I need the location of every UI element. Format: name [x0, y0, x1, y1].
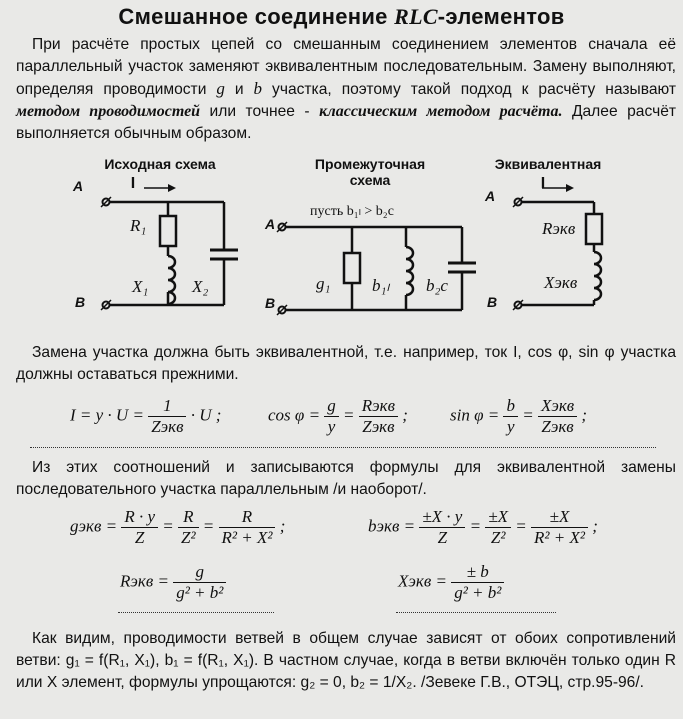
diagram3-title: Эквивалентная [494, 156, 602, 172]
diagram1-r1-label: R₁ [130, 216, 147, 235]
formula-sin: sin φ = $\frac{b}{y}$ = $\frac{\text{Xэкв}}{\text{Zэкв}}$ ; [450, 396, 588, 436]
diagram2-g1-label: g₁ [316, 274, 331, 293]
underline-x-equiv [396, 612, 556, 613]
diagram2-title-2: схема [349, 172, 391, 188]
diagram3-x-label: Xэкв [544, 273, 578, 292]
underline-r-equiv [118, 612, 274, 613]
diagram-equivalent-circuit [508, 170, 618, 320]
diagram1-node-b: В [74, 294, 86, 310]
diagram3-node-b: В [486, 294, 498, 310]
diagram-intermediate-circuit [272, 215, 482, 325]
diagram3-node-a: А [484, 188, 496, 204]
diagram1-node-a: А [72, 178, 84, 194]
diagram3-r-label: Rэкв [542, 219, 576, 238]
diagram2-node-a: А [264, 216, 276, 232]
diagram1-x2-label: X₂ [192, 277, 209, 296]
formula-b-equiv: bэкв = $\frac{\pm X \cdot y}{Z}$ = $\frac{\pm X}{\text{Z²}}$ = $\frac{\pm X}{\text{R² + X²}}$ ; [368, 507, 598, 547]
diagram1-x1-label: X₁ [132, 277, 149, 296]
formula-current: I = y · U = $\frac{1}{\text{Zэкв}}$ · U ; [70, 396, 222, 436]
formula-g-equiv: gэкв = $\frac{R \cdot y}{Z}$ = $\frac{R}{\text{Z²}}$ = $\frac{R}{\text{R² + X²}}$ ; [70, 507, 286, 547]
section-divider [30, 447, 656, 448]
formula-cos: cos φ = $\frac{g}{y}$ = $\frac{\text{Rэкв}}{\text{Zэкв}}$ ; [268, 396, 408, 436]
equivalence-paragraph: Замена участка должна быть эквивалентной, т.е. например, ток I, cos φ, sin φ участка должны оставаться прежними. [16, 344, 676, 383]
diagram2-node-b: В [264, 295, 276, 311]
diagram2-b1-label: b₁ₗ [372, 276, 390, 295]
intro-paragraph: При расчёте простых цепей со смешанным соединением элементов сначала её параллельный участок заменяют эквивалентным последовательным. Замену выполняют, определяя проводимости g и b участка, поэтому такой подход к расчёту называют методом проводимостей или точнее - классическим методом расчёта. Далее расчёт выполняется обычным образом. [16, 36, 677, 142]
derivation-paragraph: Из этих соотношений и записываются формулы для эквивалентной замены последовательного участка параллельным /и наоборот/. [16, 459, 676, 498]
diagram2-condition: пусть b₁ₗ > b₂c [310, 204, 394, 219]
formula-r-equiv: Rэкв = $\frac{g}{\text{g² + b²}}$ [120, 562, 226, 603]
diagram2-title-1: Промежуточная [314, 156, 426, 172]
diagram2-b2-label: b₂c [426, 276, 448, 295]
page-title: Смешанное соединение RLC-элементов [118, 4, 565, 29]
formula-x-equiv: Xэкв = $\frac{\pm b}{\text{g² + b²}}$ [398, 562, 504, 603]
diagram-original-circuit [96, 170, 256, 320]
diagram3-current-label: I [540, 175, 546, 192]
conclusion-paragraph: Как видим, проводимости ветвей в общем случае зависят от обоих сопротивлений ветви: g₁ = f(R₁, X₁), b₁ = f(R₁, X₁). В частном случае, когда в ветви включён только один R или X элемент, формулы упрощаются: g₂ = 0, b₂ = 1/X₂. /Зевеке Г.В., ОТЭЦ, стр.95-96/. [16, 630, 676, 691]
diagram1-title: Исходная схема [104, 156, 216, 172]
diagram1-current-label: I [130, 175, 136, 192]
